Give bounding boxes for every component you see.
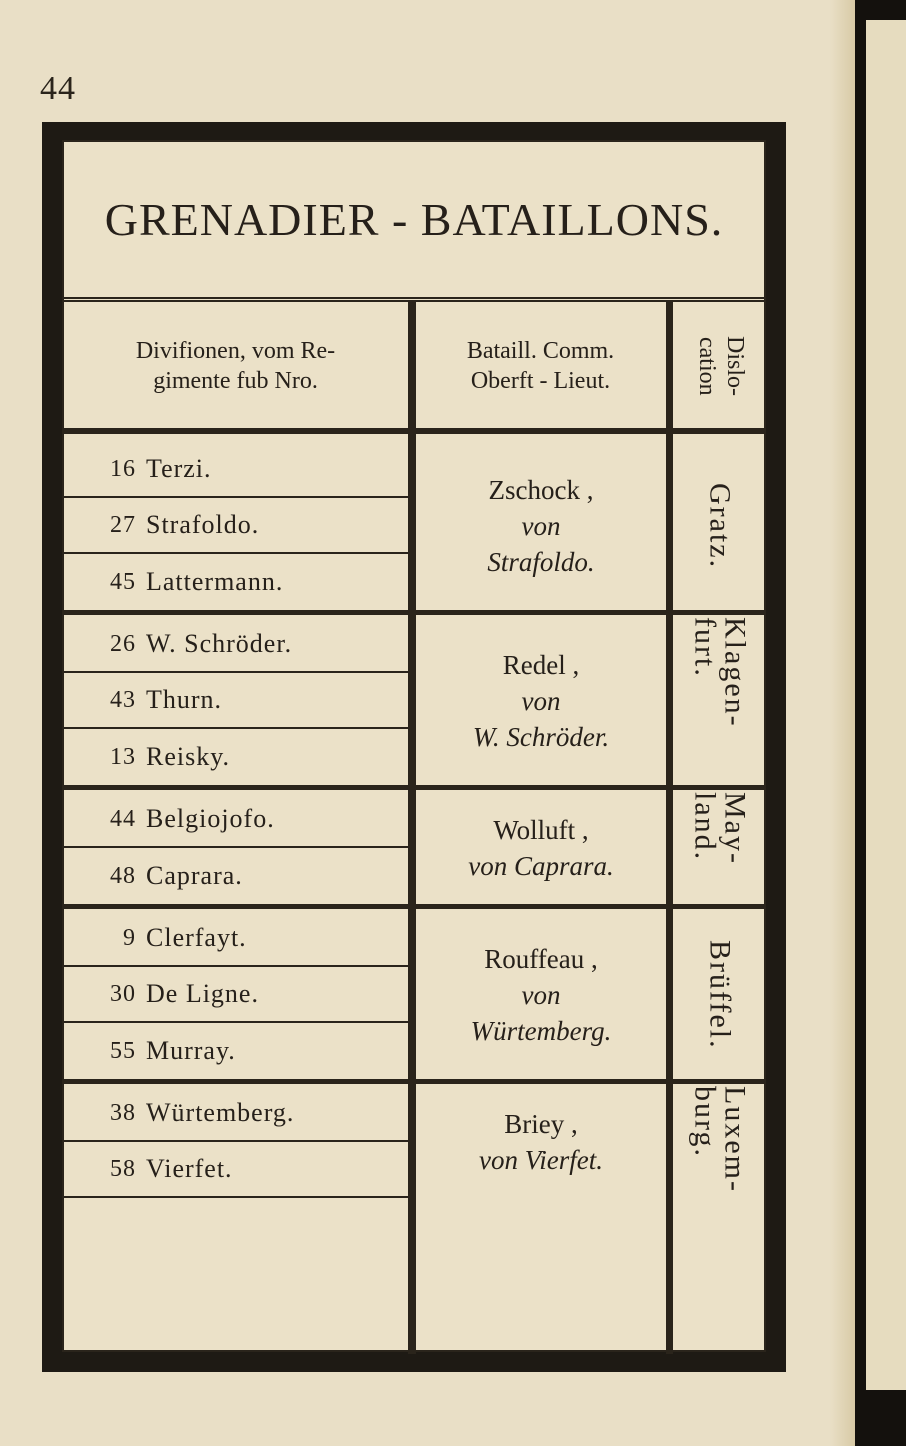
table-row [64,792,408,848]
regiment-number: 38 [110,1099,136,1126]
table-title: GRENADIER - BATAILLONS. [64,142,764,302]
regiment-name: Thurn. [146,685,223,714]
regiment-name: Terzi. [146,454,212,483]
commander-regiment: Würtemberg. [470,1016,612,1046]
table-frame [42,122,786,1372]
commander-name: Redel , [502,650,580,680]
regiment-number: 45 [110,568,136,595]
commander-regiment: von Vierfet. [479,1145,603,1175]
regiment-number: 55 [110,1037,136,1064]
commander-name: Wolluft , [493,815,589,845]
commander-cell [416,442,666,610]
location-name: Klagen-furt. [688,617,752,728]
table-row [64,911,408,967]
column-rule-1 [408,302,416,1354]
table-row [64,554,408,610]
table-row [64,1086,408,1142]
regiment-name: W. Schröder. [146,629,293,658]
regiment-name: Lattermann. [146,567,284,596]
group-separator [64,785,764,790]
commander-regiment: Strafoldo. [487,547,595,577]
commander-cell [416,911,666,1079]
location-name: Luxem-burg. [688,1086,752,1193]
table-row [64,848,408,904]
page-number: 44 [40,70,76,107]
regiment-name: Würtemberg. [146,1098,295,1127]
location-cell [673,617,766,785]
group-separator [64,610,764,615]
next-page-edge [866,20,906,1390]
table-row [64,617,408,673]
regiment-number: 16 [110,455,136,482]
regiment-name: Clerfayt. [146,923,247,952]
regiment-number: 27 [110,511,136,538]
commander-name: Rouffeau , [484,944,598,974]
header-divisionen-line2: gimente fub Nro. [153,368,318,394]
header-commandant-line2: Oberft - Lieut. [470,368,611,394]
commander-von: von [521,686,561,716]
header-dislocation-line1: Dislo- [722,336,748,396]
header-dislocation-line2: cation [694,336,720,396]
regiment-name: Vierfet. [146,1154,233,1183]
regiment-name: De Ligne. [146,979,259,1008]
commander-cell [416,1086,666,1198]
commander-name: Zschock , [488,475,594,505]
regiment-number: 58 [110,1155,136,1182]
table-row [64,729,408,785]
column-rule-2 [666,302,673,1354]
regiment-number: 44 [110,805,136,832]
header-divisionen [64,302,407,430]
regiment-name: Reisky. [146,742,231,771]
location-cell [673,1086,766,1254]
table-row [64,1023,408,1079]
group-separator [64,904,764,909]
group-separator [64,1079,764,1084]
regiment-number: 30 [110,980,136,1007]
regiment-name: Belgiojofo. [146,804,275,833]
table-row [64,967,408,1023]
header-commandant-line1: Bataill. Comm. [466,338,615,364]
table-row [64,442,408,498]
header-commandant [417,302,664,430]
commander-name: Briey , [504,1109,578,1139]
regiment-number: 9 [123,924,136,951]
commander-cell [416,792,666,904]
location-name: May-land. [688,792,752,865]
commander-regiment: von Caprara. [468,851,614,881]
location-cell [673,792,766,904]
page-gutter [830,0,855,1446]
commander-von: von [521,511,561,541]
regiment-name: Strafoldo. [146,510,260,539]
location-name: Brüffel. [703,940,737,1050]
regiment-number: 48 [110,862,136,889]
regiment-number: 13 [110,743,136,770]
location-name: Gratz. [703,482,737,570]
regiment-name: Murray. [146,1036,236,1065]
regiment-number: 43 [110,686,136,713]
commander-von: von [521,980,561,1010]
table-row [64,498,408,554]
table-row [64,1142,408,1198]
commander-cell [416,617,666,785]
location-cell [673,442,766,610]
header-dislocation [676,302,766,430]
regiment-name: Caprara. [146,861,243,890]
table [62,140,766,1352]
table-row [64,673,408,729]
location-cell [673,911,766,1079]
commander-regiment: W. Schröder. [472,722,610,752]
regiment-number: 26 [110,630,136,657]
header-divisionen-line1: Divifionen, vom Re- [135,338,336,364]
